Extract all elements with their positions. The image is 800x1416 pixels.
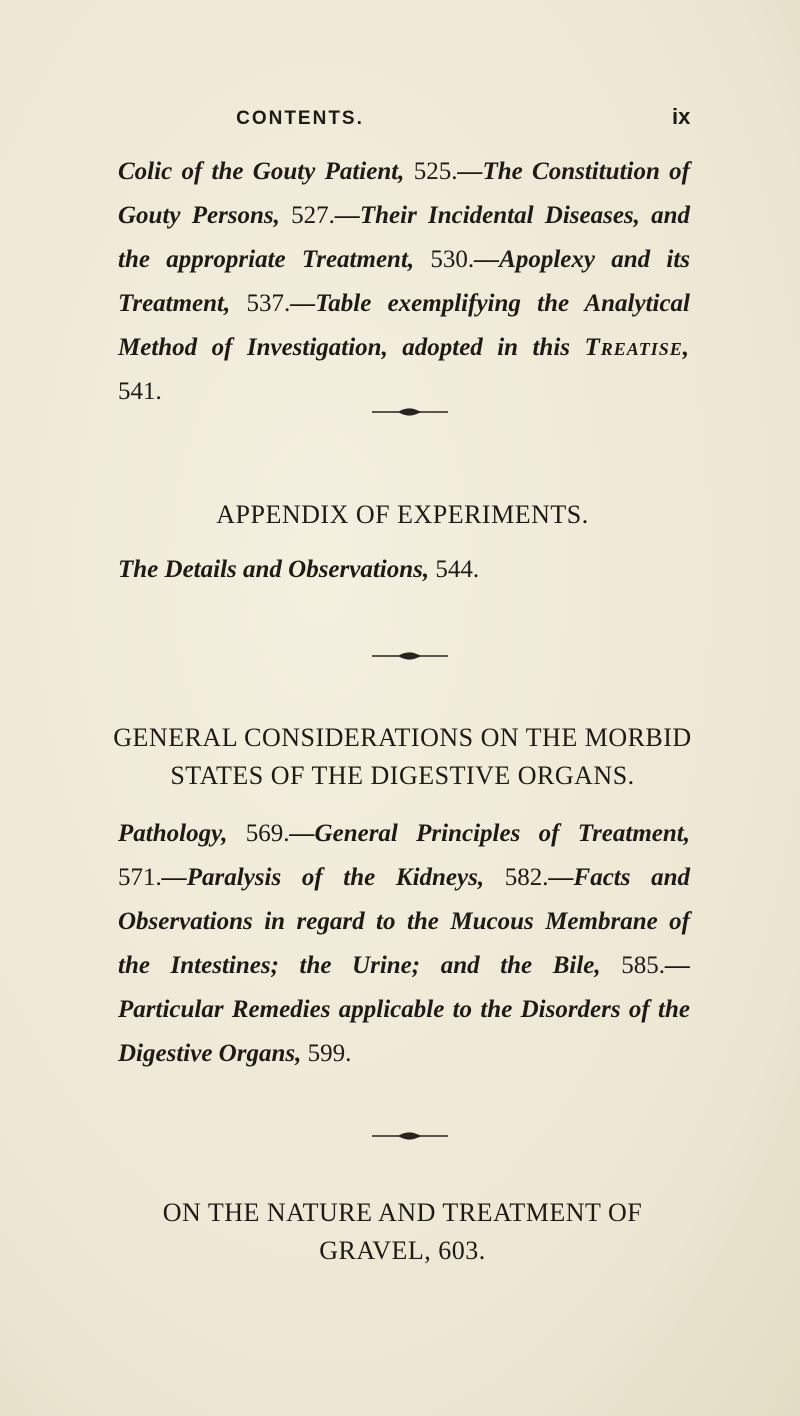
entry-text-treatise: Treatise, (584, 334, 690, 361)
entry-text: —Apoplexy and its Treatment, (118, 246, 690, 317)
entry-page: 544. (429, 556, 480, 583)
page-number: ix (672, 104, 691, 129)
entry-page: 527. (279, 202, 335, 229)
entry-text: —The Constitution of Gouty Persons, (118, 158, 690, 229)
section-heading-appendix: APPENDIX OF EXPERIMENTS. (216, 500, 589, 529)
entry-text: —Facts and Observations in regard to the Mucous Membrane of the Intestines; the Urine; and the Bile, (118, 864, 691, 979)
heading-line: GRAVEL, 603. (319, 1236, 486, 1265)
contents-entry-gout (118, 150, 690, 414)
entry-page: 571. (118, 864, 162, 891)
entry-text: The Details and Observations, (118, 556, 430, 583)
contents-entry-digestive (118, 812, 690, 1076)
entry-page: 582. (484, 864, 549, 891)
entry-page: 541. (118, 378, 162, 405)
heading-line: ON THE NATURE AND TREATMENT OF (162, 1198, 643, 1227)
printer-ornament-rule-icon (370, 651, 450, 661)
entry-text: —Their Incidental Diseases, and the appropriate Treatment, (118, 202, 690, 273)
printer-ornament-rule-icon (370, 407, 450, 417)
entry-page: 599. (301, 1040, 352, 1067)
entry-page: 530. (414, 246, 475, 273)
heading-line: STATES OF THE DIGESTIVE ORGANS. (170, 761, 635, 790)
running-header (0, 102, 800, 136)
entry-text: — Particular Remedies applicable to the Disorders of the Digestive Organs, (118, 952, 691, 1067)
entry-text: —Paralysis of the Kidneys, (161, 864, 485, 891)
entry-page: 537. (230, 290, 291, 317)
running-head-title: CONTENTS. (236, 108, 364, 129)
entry-text: Pathology, (118, 820, 228, 847)
printer-ornament-rule-icon (370, 1131, 450, 1141)
entry-page: 569. (227, 820, 290, 847)
section-heading-gravel (110, 1194, 695, 1270)
heading-line: GENERAL CONSIDERATIONS ON THE MORBID (113, 723, 692, 752)
entry-text: —General Principles of Treatment, (289, 820, 690, 847)
section-heading-general (110, 719, 695, 795)
contents-entry-appendix (118, 548, 690, 592)
entry-text: —Table exemplifying the Analytical Method of Investigation, adopted in this (118, 290, 690, 361)
entry-text: Colic of the Gouty Patient, (118, 158, 405, 185)
entry-page: 585. (600, 952, 666, 979)
entry-page: 525. (404, 158, 458, 185)
